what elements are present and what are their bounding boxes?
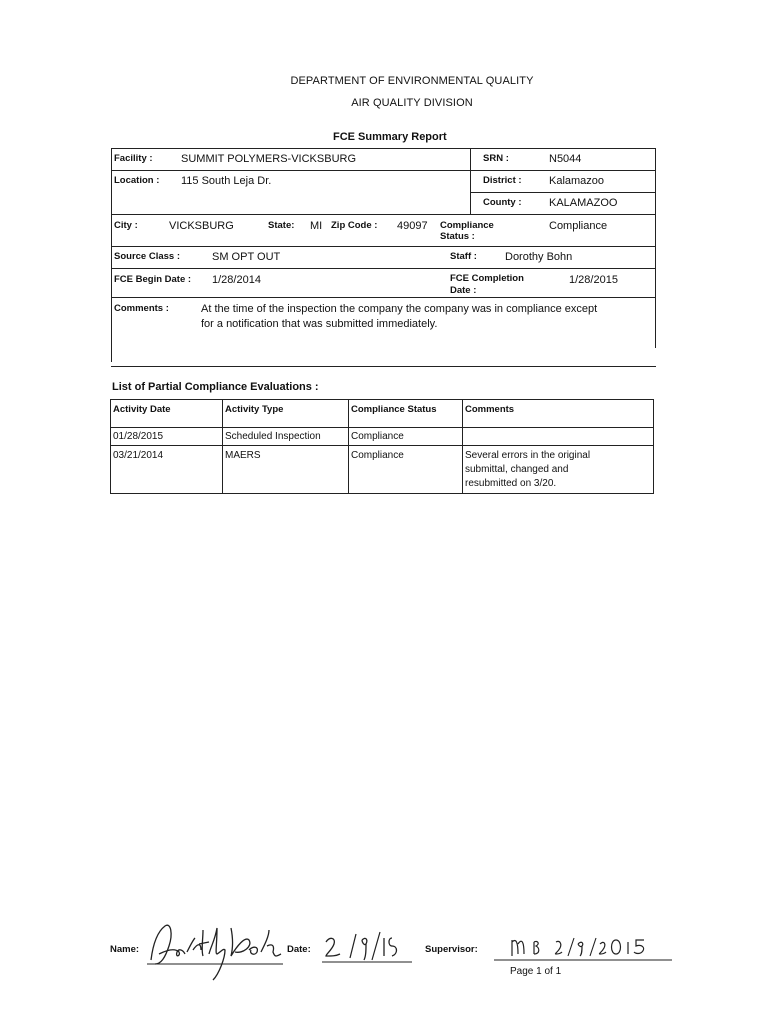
state-value: MI <box>310 220 323 232</box>
comments-line-2: for a notification that was submitted immediately. <box>201 318 438 330</box>
zip-value: 49097 <box>397 220 428 232</box>
page-number: Page 1 of 1 <box>510 966 562 977</box>
srn-label: SRN : <box>483 153 509 164</box>
date-label: Date: <box>287 944 311 955</box>
staff-value: Dorothy Bohn <box>505 251 573 263</box>
begin-date-value: 1/28/2014 <box>212 274 261 286</box>
row2-date: 03/21/2014 <box>113 450 164 461</box>
county-value: KALAMAZOO <box>549 197 618 209</box>
location-value: 115 South Leja Dr. <box>181 175 272 187</box>
comments-line-1: At the time of the inspection the company the company was in compliance except <box>201 303 598 315</box>
row1-type: Scheduled Inspection <box>225 431 321 442</box>
col-compliance-status: Compliance Status <box>351 404 437 415</box>
signature-drawing <box>145 914 285 986</box>
zip-label: Zip Code : <box>331 220 378 231</box>
department-heading: DEPARTMENT OF ENVIRONMENTAL QUALITY <box>290 75 534 87</box>
col-activity-date: Activity Date <box>113 404 171 415</box>
row2-type: MAERS <box>225 450 261 461</box>
srn-value: N5044 <box>549 153 582 165</box>
compliance-status-label-2: Status : <box>440 231 475 242</box>
compliance-status-value: Compliance <box>549 220 608 232</box>
completion-label: FCE Completion <box>450 273 524 284</box>
row1-date: 01/28/2015 <box>113 431 164 442</box>
row2-comments-3: resubmitted on 3/20. <box>465 478 557 489</box>
row2-status: Compliance <box>351 450 404 461</box>
report-title: FCE Summary Report <box>333 131 447 143</box>
handwritten-date-drawing <box>322 930 414 970</box>
completion-value: 1/28/2015 <box>569 274 618 286</box>
county-label: County : <box>483 197 522 208</box>
district-value: Kalamazoo <box>549 175 605 187</box>
source-class-label: Source Class : <box>114 251 180 262</box>
date-handwritten <box>322 930 414 975</box>
completion-label-2: Date : <box>450 285 477 296</box>
staff-label: Staff : <box>450 251 477 262</box>
begin-date-label: FCE Begin Date : <box>114 274 192 285</box>
comments-label: Comments : <box>114 303 169 314</box>
supervisor-label: Supervisor: <box>425 944 478 955</box>
division-heading: AIR QUALITY DIVISION <box>351 97 473 109</box>
partial-evaluations-heading: List of Partial Compliance Evaluations : <box>112 381 319 393</box>
row1-status: Compliance <box>351 431 404 442</box>
row2-comments-1: Several errors in the original <box>465 450 591 461</box>
source-class-value: SM OPT OUT <box>212 251 281 263</box>
col-comments: Comments <box>465 404 515 415</box>
state-label: State: <box>268 220 295 231</box>
row2-comments-2: submittal, changed and <box>465 464 569 475</box>
district-label: District : <box>483 175 522 186</box>
city-label: City : <box>114 220 138 231</box>
facility-value: SUMMIT POLYMERS-VICKSBURG <box>181 153 357 165</box>
name-label: Name: <box>110 944 140 955</box>
col-activity-type: Activity Type <box>225 404 284 415</box>
facility-label: Facility : <box>114 153 153 164</box>
compliance-status-label: Compliance <box>440 220 494 231</box>
city-value: VICKSBURG <box>169 220 234 232</box>
location-label: Location : <box>114 175 160 186</box>
name-signature <box>145 914 285 991</box>
supervisor-initials-drawing <box>494 934 674 970</box>
